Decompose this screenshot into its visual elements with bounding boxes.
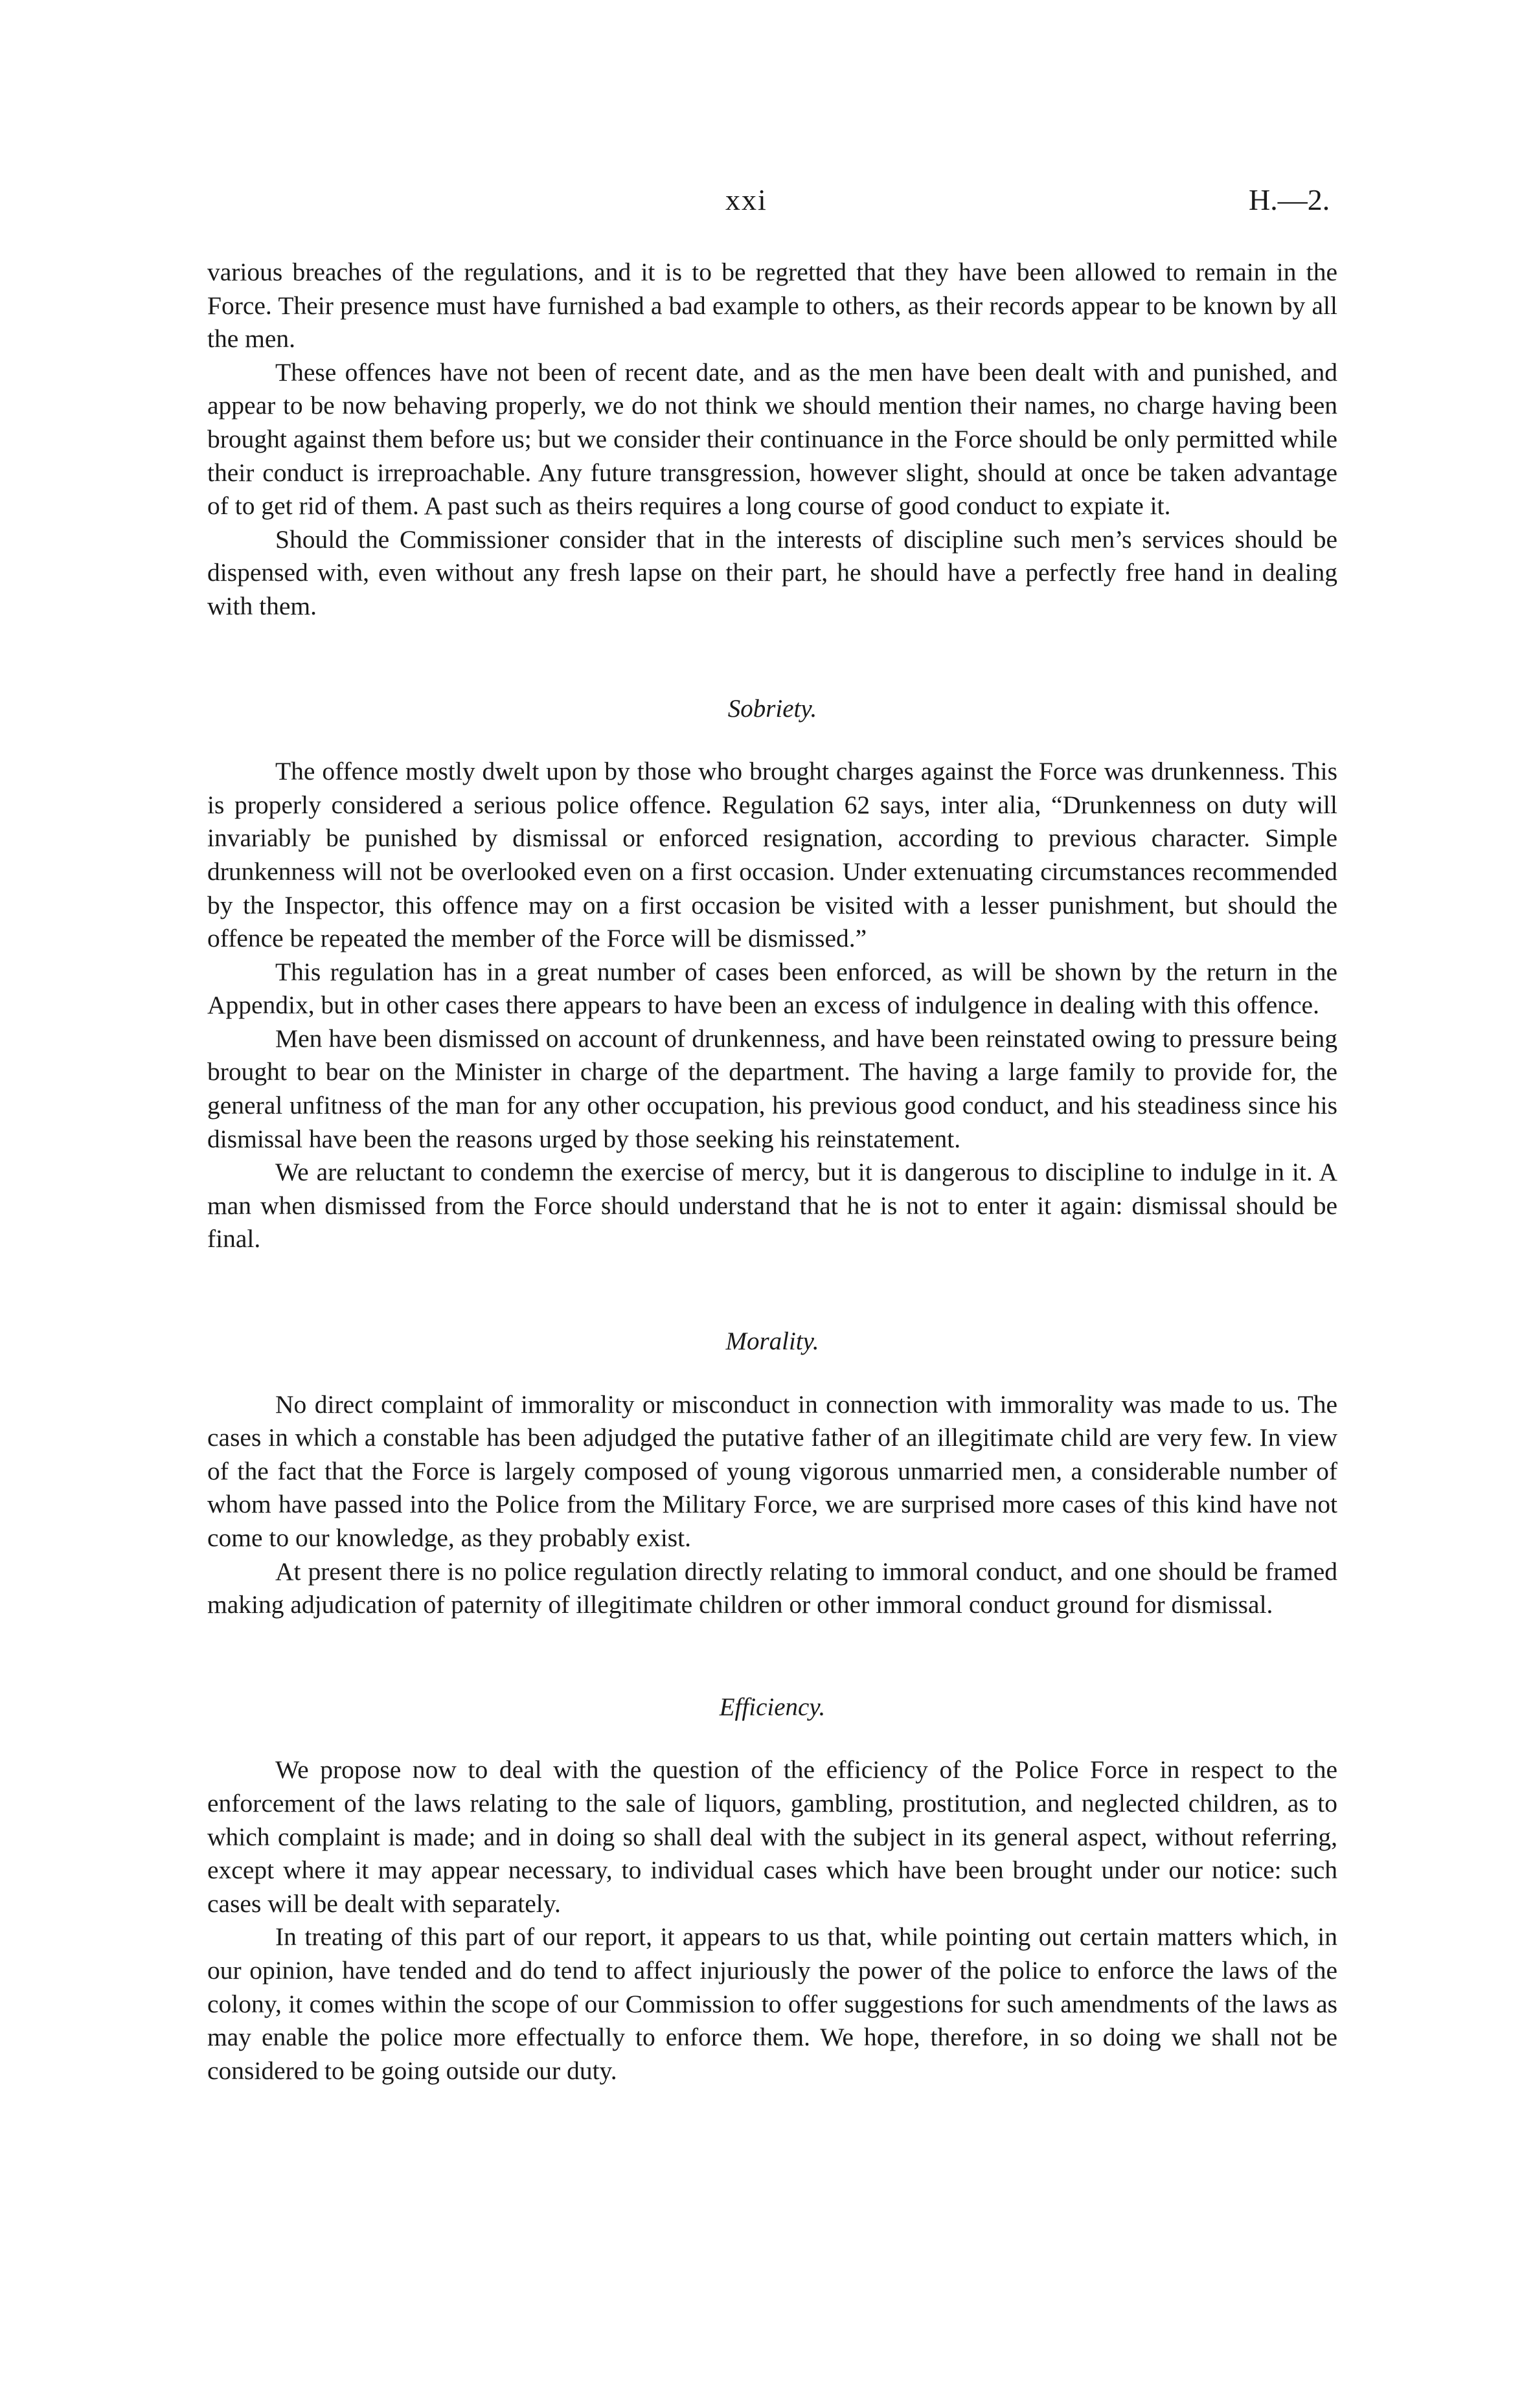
paragraph: Men have been dismissed on account of drunkenness, and have been reinstated owing to pressure being brought to bear on the Minister in charge of the department. The having a large family to provide for, the general unfitness of the man for any other occupation, his previous good conduct, and his steadiness since his dismissal have been the reasons urged by those seeking his reinstatement. (207, 1024, 1337, 1153)
paragraph: These offences have not been of recent date, and as the men have been dealt with and punished, and appear to be now behaving properly, we do not think we should mention their names, no charge having been brought against them before us; but we consider their continuance in the Force should be only permitted while their conduct is irreproachable. Any future transgression, however slight, should at once be taken advantage of to get rid of them. A past such as theirs requires a long course of good conduct to expiate it. (207, 357, 1337, 521)
body-text (207, 256, 1337, 2087)
paragraph: No direct complaint of immorality or misconduct in connection with immorality was made to us. The cases in which a constable has been adjudged the putative father of an illegitimate child are very few. In view of the fact that the Force is largely composed of young vigorous unmarried men, a considerable number of whom have passed into the Police from the Military Force, we are surprised more cases of this kind have not come to our knowledge, as they probably exist. (207, 1390, 1337, 1552)
paragraph: We propose now to deal with the question of the efficiency of the Police Force in respect to the enforcement of the laws relating to the sale of liquors, gambling, prostitution, and neglected children, as to which complaint is made; and in doing so shall deal with the subject in its general aspect, without referring, except where it may appear necessary, to individual cases which have been brought under our notice: such cases will be dealt with separately. (207, 1755, 1337, 1918)
section-heading-sobriety: Sobriety. (727, 694, 817, 723)
paragraph: At present there is no police regulation directly relating to immoral conduct, and one should be framed making adjudication of paternity of illegitimate children or other immoral conduct ground for dismissal. (207, 1557, 1337, 1619)
paragraph: various breaches of the regulations, and it is to be regretted that they have been allowed to remain in the Force. Their presence must have furnished a bad example to others, as their records appear to be known by all the men. (207, 258, 1337, 354)
paragraph: Should the Commissioner consider that in the interests of discipline such men’s services should be dispensed with, even without any fresh lapse on their part, he should have a perfectly free hand in dealing with them. (207, 524, 1337, 620)
section-heading-efficiency: Efficiency. (719, 1693, 826, 1721)
document-id: H.—2. (1249, 183, 1330, 216)
page-number: xxi (725, 183, 767, 216)
paragraph: We are reluctant to condemn the exercise of mercy, but it is dangerous to discipline to indulge in it. A man when dismissed from the Force should understand that he is not to enter it again: dismissal should be final. (207, 1158, 1337, 1254)
section-heading-morality: Morality. (725, 1327, 819, 1356)
paragraph: In treating of this part of our report, it appears to us that, while pointing out certain matters which, in our opinion, have tended and do tend to affect injuriously the power of the police to enforce the laws of the colony, it comes within the scope of our Commission to offer suggestions for such amendments of the laws as may enable the police more effectually to enforce them. We hope, therefore, in so doing we shall not be considered to be going outside our duty. (207, 1922, 1337, 2085)
paragraph: This regulation has in a great number of cases been enforced, as will be shown by the return in the Appendix, but in other cases there appears to have been an excess of indulgence in dealing with this offence. (207, 957, 1337, 1020)
paragraph: The offence mostly dwelt upon by those who brought charges against the Force was drunkenness. This is properly considered a serious police offence. Regulation 62 says, inter alia, “Drunkenness on duty will invariably be punished by dismissal or enforced resignation, according to previous character. Simple drunkenness will not be overlooked even on a first occasion. Under extenuating circumstances recommended by the Inspector, this offence may on a first occasion be visited with a lesser punishment, but should the offence be repeated the member of the Force will be dismissed.” (207, 757, 1337, 953)
